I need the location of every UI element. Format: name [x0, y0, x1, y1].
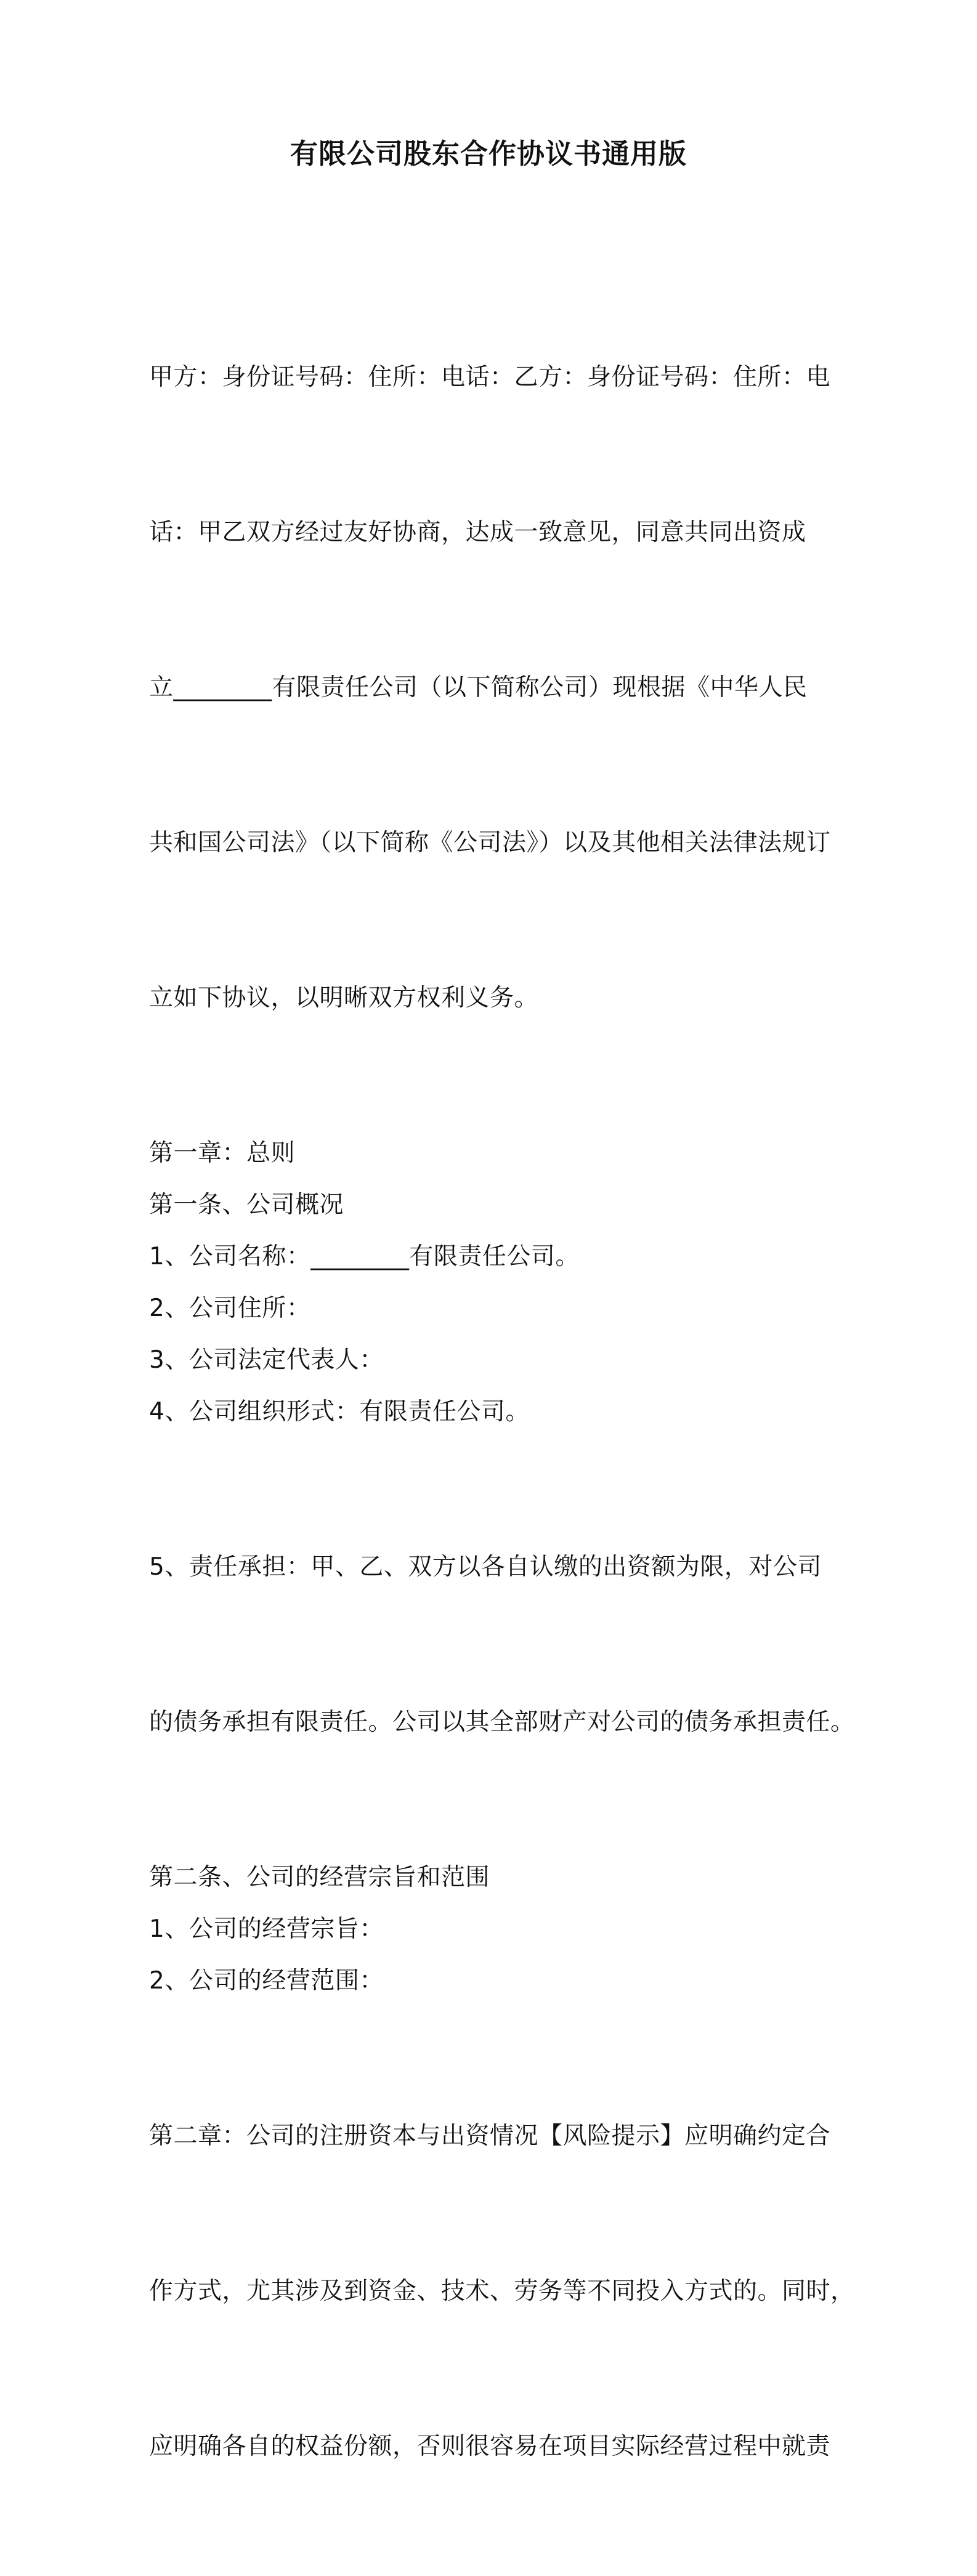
document-title: 有限公司股东合作协议书通用版: [290, 137, 687, 170]
intro-line: 立________有限责任公司（以下简称公司）现根据《中华人民: [149, 674, 808, 701]
intro-line: 甲方：身份证号码：住所：电话：乙方：身份证号码：住所：电: [149, 363, 831, 391]
article-2-item-purpose: 1、公司的经营宗旨：: [149, 1915, 384, 1943]
article-1-item-organization-form: 4、公司组织形式：有限责任公司。: [149, 1398, 530, 1426]
article-2-item-scope: 2、公司的经营范围：: [149, 1967, 384, 1995]
chapter-2-line: 作方式，尤其涉及到资金、技术、劳务等不同投入方式的。同时，: [149, 2277, 855, 2305]
article-1-item-liability: [149, 1438, 855, 1852]
article-1-item-legal-representative: 3、公司法定代表人：: [149, 1346, 384, 1374]
article-1-item-company-address: 2、公司住所：: [149, 1294, 311, 1322]
chapter-2-paragraph: [149, 2007, 855, 2576]
intro-line: 立如下协议，以明晰双方权利义务。: [149, 984, 539, 1012]
intro-line: 话：甲乙双方经过友好协商，达成一致意见，同意共同出资成: [149, 519, 806, 546]
intro-line: 共和国公司法》（以下简称《公司法》）以及其他相关法律法规订: [149, 829, 831, 857]
article-1-heading: 第一条、公司概况: [149, 1191, 344, 1219]
article-1-item-company-name: 1、公司名称：________有限责任公司。: [149, 1243, 580, 1270]
chapter-2-line: 第二章：公司的注册资本与出资情况【风险提示】应明确约定合: [149, 2122, 831, 2150]
intro-paragraph: [149, 248, 839, 1128]
chapter-2-line: 应明确各自的权益份额，否则很容易在项目实际经营过程中就责: [149, 2433, 831, 2460]
article-2-heading: 第二条、公司的经营宗旨和范围: [149, 1863, 490, 1891]
liability-line: 的债务承担有限责任。公司以其全部财产对公司的债务承担责任。: [149, 1708, 855, 1736]
document-body: [149, 248, 855, 2576]
chapter-1-heading: 第一章：总则: [149, 1139, 296, 1167]
liability-line: 5、责任承担：甲、乙、双方以各自认缴的出资额为限，对公司: [149, 1553, 822, 1581]
